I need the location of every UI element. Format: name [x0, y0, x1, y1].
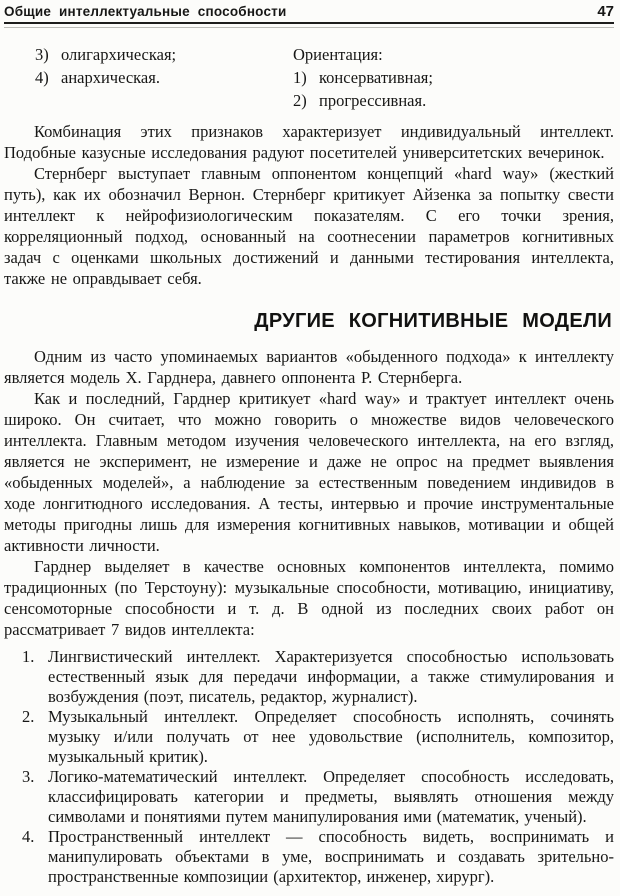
header-rule-shadow [4, 27, 614, 28]
list-number: 4. [22, 827, 35, 846]
paragraph-sternberg: Стернберг выступает главным оппонентом концепций «hard way» (жесткий путь), как их обозначил Вернон. Стернберг критикует Айзенка за попытку свести интеллект к нейрофизиологическим показателям. С его точки зрения, корреляционный подход, основанный на соотнесении параметров когнитивных задач с оценками школьных достижений и данными тестирования интеллекта, также не оправдывает себя. [4, 164, 614, 288]
list-item-text: Лингвистический интеллект. Характеризуется способностью использовать естественный язык для передачи информации, а также стимулирования и возбуждения (поэт, писатель, редактор, журналист). [48, 647, 614, 706]
list-marker: 3) [35, 45, 49, 64]
paragraph-gardner-components: Гарднер выделяет в качестве основных компонентов интеллекта, помимо традиционных (по Терстоуну): музыкальные способности, мотивацию, инициативу, сенсомоторные способности и т. д. В одной из последних своих работ он рассматривает 7 видов интеллекта: [4, 557, 614, 639]
orientation-heading: Ориентация: [293, 45, 383, 64]
paragraph-gardner-method: Как и последний, Гарднер критикует «hard way» и трактует интеллект очень широко. Он считает, что можно говорить о множестве видов человеческого интеллекта. Главным методом изучения человеческого интеллекта, на его взгляд, является не эксперимент, не измерение и даже не опрос на предмет выявления «обыденных моделей», а наблюдение за естественным поведением индивидов в ходе лонгитюдного исследования. А тесты, интервью и прочие инструментальные методы пригодны лишь для измерения когнитивных навыков, мотивации и общей активности личности. [4, 389, 614, 555]
list-marker: 4) [35, 68, 49, 87]
header-rule [4, 22, 614, 24]
section-heading: ДРУГИЕ КОГНИТИВНЫЕ МОДЕЛИ [254, 310, 612, 332]
list-item-text: Музыкальный интеллект. Определяет способность исполнять, сочинять музыку и/или получать от нее удовольствие (исполнитель, композитор, музыкальный критик). [48, 707, 614, 766]
intellect-types-list [4, 647, 614, 887]
list-item [35, 43, 293, 66]
list-item [35, 66, 293, 89]
page-number: 47 [597, 3, 614, 20]
list-item-label: консервативная; [319, 68, 433, 87]
styles-column [4, 43, 293, 112]
list-item-label: олигархическая; [61, 45, 177, 64]
list-marker: 2) [293, 91, 307, 110]
list-number: 2. [22, 707, 35, 726]
list-item [4, 707, 614, 767]
list-item [4, 827, 614, 887]
paragraph-gardner-intro: Одним из часто упоминаемых вариантов «обыденного подхода» к интеллекту является модель Х. Гарднера, давнего оппонента Р. Стернберга. [4, 347, 614, 387]
running-header [4, 0, 614, 20]
list-item [4, 767, 614, 827]
list-marker: 1) [293, 68, 307, 87]
classification-columns [4, 43, 614, 112]
orientation-column [293, 43, 614, 112]
list-item-label: анархическая. [61, 68, 160, 87]
paragraph-combination: Комбинация этих признаков характеризует индивидуальный интеллект. Подобные казусные исследования радуют посетителей университетских вечеринок. [4, 122, 614, 162]
running-title: Общие интеллектуальные способности [4, 4, 287, 19]
list-number: 1. [22, 647, 35, 666]
list-number: 3. [22, 767, 35, 786]
list-item [293, 89, 614, 112]
list-item-text: Пространственный интеллект — способность видеть, воспринимать и манипулировать объектами в уме, воспринимать и создавать зрительно-пространственные композиции (архитектор, инженер, хирург). [48, 827, 614, 886]
list-item [4, 647, 614, 707]
list-item [293, 66, 614, 89]
list-item-text: Логико-математический интеллект. Определяет способность исследовать, классифицировать категории и предметы, выявлять отношения между символами и понятиями путем манипулирования ими (математик, ученый). [48, 767, 614, 826]
list-item-label: прогрессивная. [319, 91, 427, 110]
